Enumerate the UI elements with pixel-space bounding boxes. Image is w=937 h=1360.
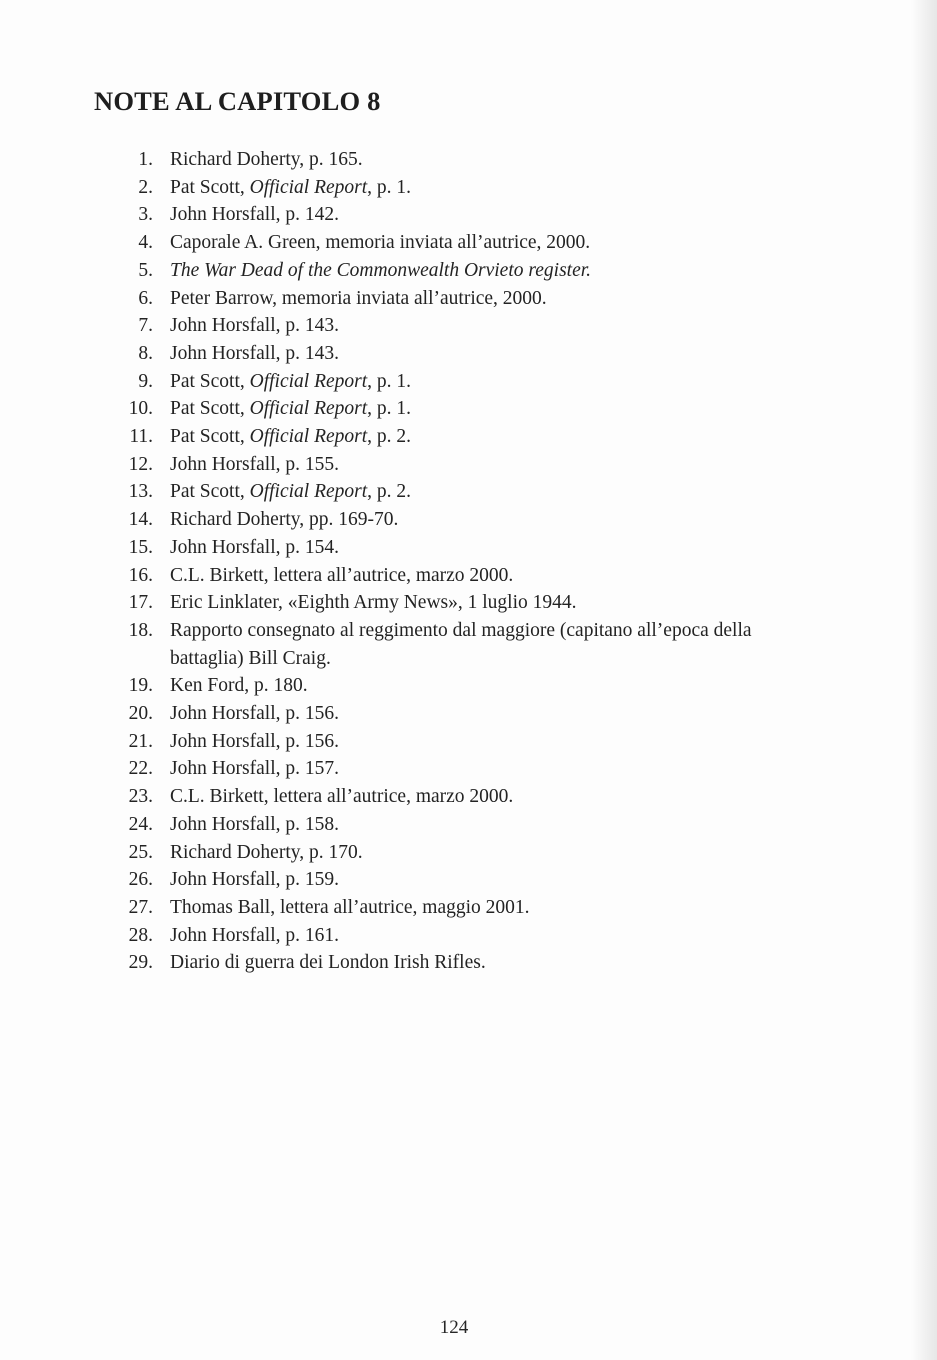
note-item [118,811,838,839]
note-text: C.L. Birkett, lettera all’autrice, marzo 2000. [170,786,514,808]
note-item [118,894,838,922]
note-text-suffix: , p. 1. [367,176,412,198]
note-text: Thomas Ball, lettera all’autrice, maggio 2001. [170,896,530,918]
note-text-suffix: , p. 1. [367,370,412,392]
note-italic-title: Official Report [249,176,368,198]
note-text: Richard Doherty, p. 165. [170,149,363,170]
note-text-prefix: Pat Scott, [170,481,250,503]
note-number: 3. [138,204,153,226]
note-number: 27. [128,896,153,918]
note-item [118,478,838,506]
note-text: John Horsfall, p. 156. [170,730,339,752]
note-text [153,174,838,202]
chapter-notes-heading: NOTE AL CAPITOLO 8 [94,86,381,116]
note-number: 20. [128,703,153,725]
notes-list [118,146,838,977]
note-text [153,368,838,396]
note-item [118,451,838,479]
note-item [118,257,838,285]
note-item [118,672,838,700]
note-text: John Horsfall, p. 155. [170,453,339,475]
note-text-prefix: Pat Scott, [170,398,250,420]
note-text: John Horsfall, p. 142. [170,204,339,226]
note-item [118,949,838,977]
note-text: Richard Doherty, pp. 169-70. [170,509,399,531]
note-text: John Horsfall, p. 159. [170,869,339,891]
note-text: Richard Doherty, p. 170. [170,841,363,863]
note-text: John Horsfall, p. 154. [170,536,339,558]
note-number: 6. [138,287,153,309]
note-number: 11. [129,426,153,448]
note-number: 12. [128,453,153,475]
note-item [118,783,838,811]
note-italic-title: Official Report [249,398,368,420]
note-text-suffix: , p. 1. [367,398,412,420]
note-text: John Horsfall, p. 156. [170,703,339,725]
note-item [118,506,838,534]
note-number: 2. [138,176,153,198]
page-edge-shadow [911,0,937,1360]
note-number: 18. [128,619,153,641]
note-text-suffix: , p. 2. [367,426,412,448]
note-item [118,368,838,396]
note-item [118,534,838,562]
note-text: Caporale A. Green, memoria inviata all’autrice, 2000. [170,232,591,254]
note-italic-title: The War Dead of the Commonwealth Orvieto register. [170,259,592,281]
note-number: 14. [128,509,153,531]
note-number: 9. [138,370,153,392]
note-number: 28. [128,924,153,946]
note-item [118,174,838,202]
note-text-prefix: Pat Scott, [170,370,250,392]
note-text [153,395,838,423]
note-text: Eric Linklater, «Eighth Army News», 1 luglio 1944. [170,592,577,614]
note-text: Diario di guerra dei London Irish Rifles. [170,952,486,974]
note-text: C.L. Birkett, lettera all’autrice, marzo 2000. [170,564,514,586]
note-item [118,700,838,728]
note-text [153,257,838,285]
note-item [118,866,838,894]
note-text: Ken Ford, p. 180. [170,675,308,697]
note-item [118,340,838,368]
note-text [153,478,838,506]
note-number: 24. [128,813,153,835]
note-text [153,423,838,451]
note-number: 7. [138,315,153,337]
note-item [118,562,838,590]
note-number: 23. [128,786,153,808]
note-text: John Horsfall, p. 143. [170,342,339,364]
note-number: 21. [128,730,153,752]
note-number: 1. [138,149,153,170]
note-italic-title: Official Report [249,426,368,448]
note-text: John Horsfall, p. 143. [170,315,339,337]
note-item [118,728,838,756]
note-number: 10. [128,398,153,420]
note-number: 17. [128,592,153,614]
note-number: 26. [128,869,153,891]
note-item [118,589,838,617]
note-number: 15. [128,536,153,558]
note-number: 16. [128,564,153,586]
note-number: 25. [128,841,153,863]
note-item [118,617,838,672]
note-item [118,755,838,783]
note-text: John Horsfall, p. 157. [170,758,339,780]
note-item [118,201,838,229]
note-number: 19. [128,675,153,697]
note-number: 22. [128,758,153,780]
note-italic-title: Official Report [249,370,368,392]
page-number: 124 [439,1317,469,1338]
note-item [118,922,838,950]
note-text: Rapporto consegnato al reggimento dal maggiore (capitano all’epoca della battaglia) Bill Craig. [170,619,752,669]
note-text-suffix: , p. 2. [367,481,412,503]
note-item [118,285,838,313]
note-item [118,146,838,174]
note-item [118,395,838,423]
note-item [118,229,838,257]
note-item [118,839,838,867]
note-number: 29. [128,952,153,974]
note-item [118,312,838,340]
note-text-prefix: Pat Scott, [170,176,250,198]
note-number: 4. [138,232,153,254]
note-text: John Horsfall, p. 161. [170,924,339,946]
note-item [118,423,838,451]
note-text-prefix: Pat Scott, [170,426,250,448]
note-number: 8. [138,342,153,364]
note-text: John Horsfall, p. 158. [170,813,339,835]
note-number: 5. [138,259,153,281]
note-text: Peter Barrow, memoria inviata all’autrice, 2000. [170,287,547,309]
note-number: 13. [128,481,153,503]
note-italic-title: Official Report [249,481,368,503]
